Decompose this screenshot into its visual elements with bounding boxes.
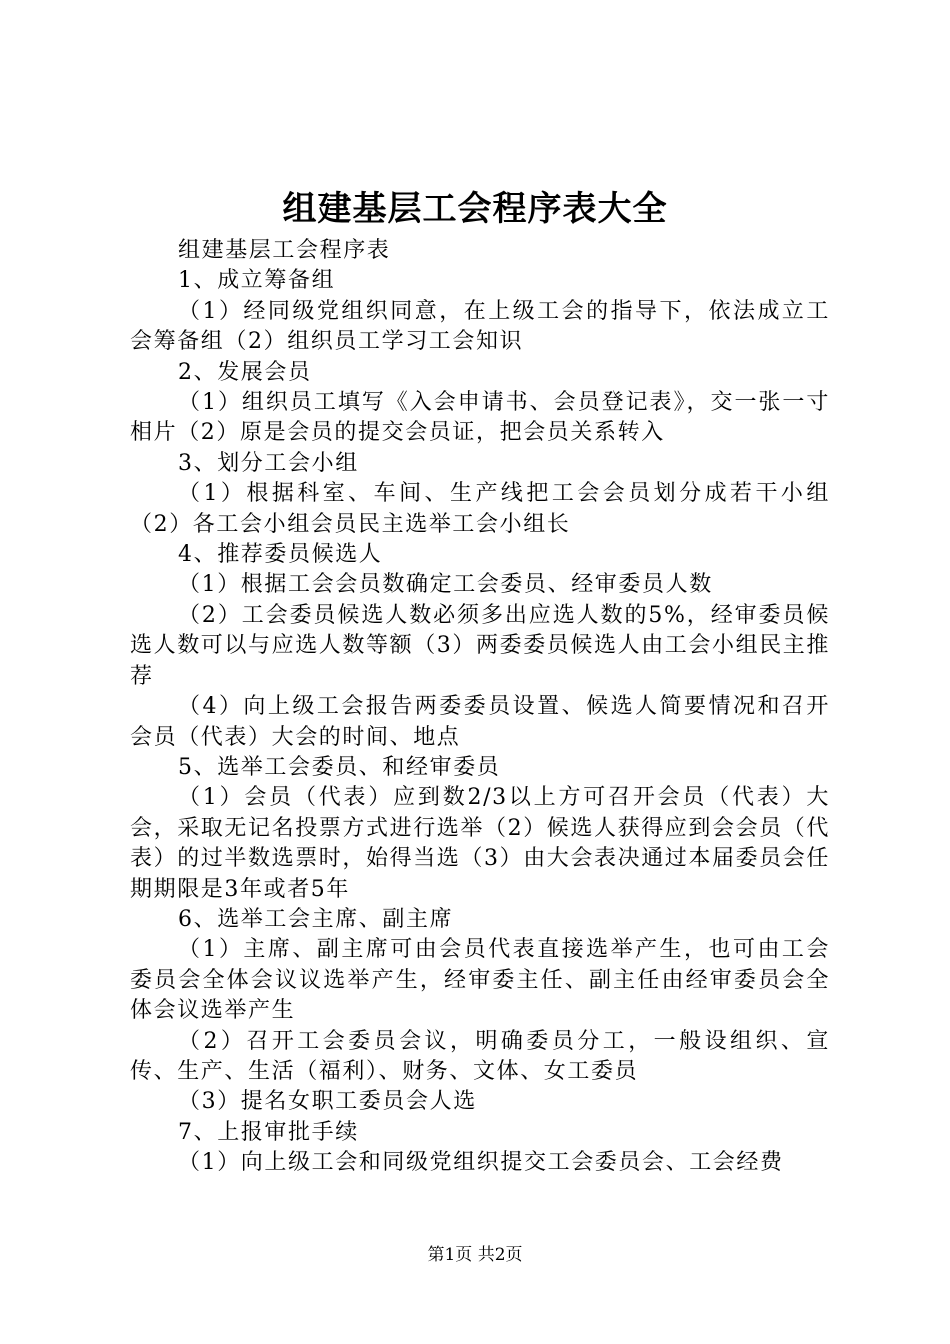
paragraph: （1）经同级党组织同意，在上级工会的指导下，依法成立工会筹备组（2）组织员工学习工会知识 <box>130 298 830 355</box>
document-body <box>130 236 830 1179</box>
paragraph: （1）会员（代表）应到数2/3以上方可召开会员（代表）大会，采取无记名投票方式进行选举（2）候选人获得应到会会员（代表）的过半数选票时，始得当选（3）由大会表决通过本届委员会任期期限是3年或者5年 <box>130 785 830 902</box>
section-heading-3: 3、划分工会小组 <box>178 450 359 476</box>
paragraph: （1）根据工会会员数确定工会委员、经审委员人数 <box>178 572 713 598</box>
section-heading-6: 6、选举工会主席、副主席 <box>178 906 454 932</box>
section-heading-4: 4、推荐委员候选人 <box>178 542 383 568</box>
section-heading-5: 5、选举工会委员、和经审委员 <box>178 754 501 780</box>
paragraph: （1）向上级工会和同级党组织提交工会委员会、工会经费 <box>178 1150 784 1176</box>
paragraph: （3）提名女职工委员会人选 <box>178 1089 477 1115</box>
paragraph: （1）组织员工填写《入会申请书、会员登记表》，交一张一寸相片（2）原是会员的提交会员证，把会员关系转入 <box>130 390 830 446</box>
section-heading-7: 7、上报审批手续 <box>178 1119 359 1145</box>
paragraph: （2）工会委员候选人数必须多出应选人数的5%，经审委员候选人数可以与应选人数等额（3）两委委员候选人由工会小组民主推荐 <box>130 602 830 689</box>
paragraph: （1）主席、副主席可由会员代表直接选举产生，也可由工会委员会全体会议议选举产生，经审委主任、副主任由经审委员会全体会议选举产生 <box>130 937 830 1024</box>
section-heading-1: 1、成立筹备组 <box>178 268 336 294</box>
section-heading-2: 2、发展会员 <box>178 359 312 385</box>
paragraph: （4）向上级工会报告两委委员设置、候选人简要情况和召开会员（代表）大会的时间、地点 <box>130 694 830 750</box>
page-footer: 第1页 共2页 <box>427 1245 523 1265</box>
paragraph: （1）根据科室、车间、生产线把工会会员划分成若干小组（2）各工会小组会员民主选举工会小组长 <box>130 481 830 537</box>
paragraph-subtitle: 组建基层工会程序表 <box>178 238 391 263</box>
document-title: 组建基层工会程序表大全 <box>282 189 668 229</box>
paragraph: （2）召开工会委员会议，明确委员分工，一般设组织、宣传、生产、生活（福利）、财务、文体、女工委员 <box>130 1028 830 1084</box>
